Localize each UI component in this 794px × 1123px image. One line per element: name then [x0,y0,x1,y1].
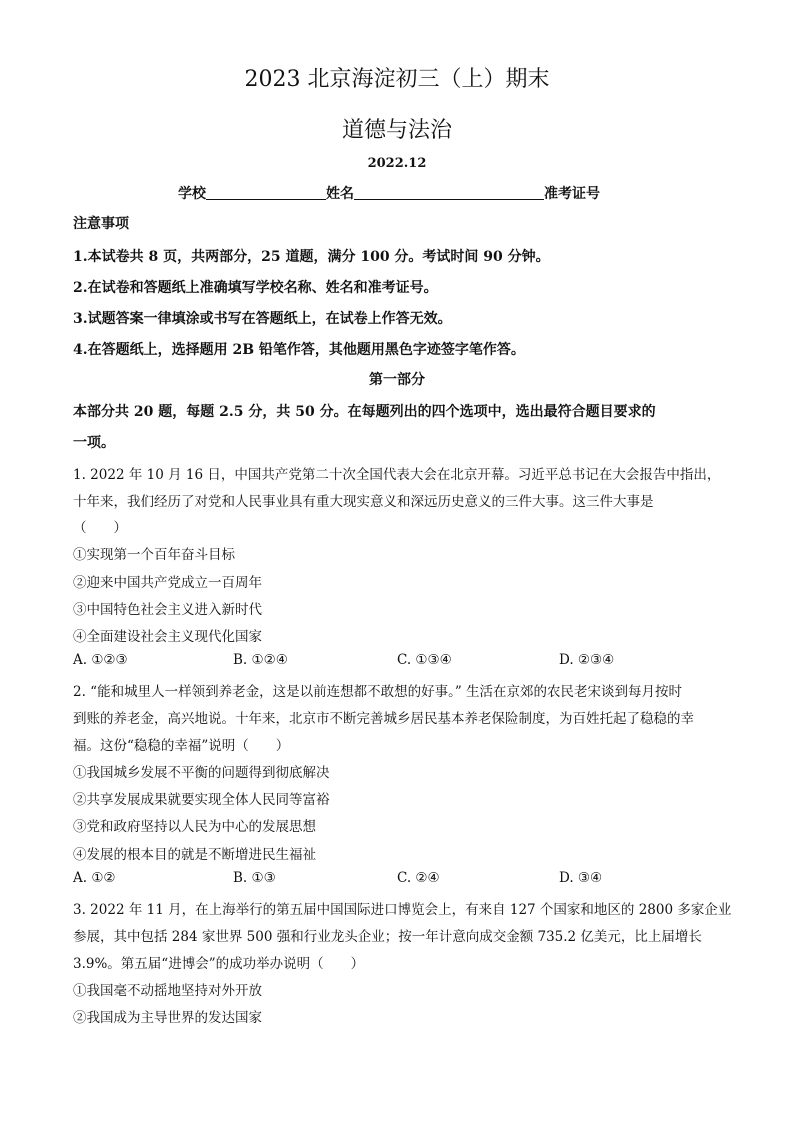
name-blank[interactable] [354,185,544,200]
name-label: 姓名 [326,186,354,202]
exam-date: 2022.12 [367,156,427,171]
notice-item: 4.在答题纸上，选择题用 2B 铅笔作答，其他题用黑色字迹签字笔作答。 [73,342,525,358]
question-3-statement: ②我国成为主导世界的发达国家 [73,1010,262,1026]
subject-title: 道德与法治 [341,118,452,143]
question-1-option-b[interactable]: B. ①②④ [233,652,288,668]
question-1-option-c[interactable]: C. ①③④ [397,652,452,668]
school-label: 学校 [178,186,206,202]
question-2-option-a[interactable]: A. ①② [73,870,116,886]
question-2-option-c[interactable]: C. ②④ [397,870,440,886]
student-info-fields [178,183,600,203]
question-3-text: 参展，其中包括 284 家世界 500 强和行业龙头企业；按一年计意向成交金额 735.2 亿美元，比上届增长 [73,929,702,945]
question-1-statement: ③中国特色社会主义进入新时代 [73,602,262,618]
question-3-text: 3. 2022 年 11 月，在上海举行的第五届中国国际进口博览会上，有来自 127 个国家和地区的 2800 多家企业 [73,902,732,918]
question-1-statement: ④全面建设社会主义现代化国家 [73,629,262,645]
question-2-text: 2. “能和城里人一样领到养老金，这是以前连想都不敢想的好事。” 生活在京郊的农民老宋谈到每月按时 [73,684,683,700]
question-3-text: 3.9%。第五届“进博会”的成功举办说明（ ） [73,956,365,972]
ticket-number-label: 准考证号 [544,186,600,202]
question-2-statement: ①我国城乡发展不平衡的问题得到彻底解决 [73,765,330,781]
notice-item: 1.本试卷共 8 页，共两部分，25 道题，满分 100 分。考试时间 90 分钟。 [73,249,550,265]
notice-item: 3.试题答案一律填涂或书写在答题纸上，在试卷上作答无效。 [73,311,452,327]
question-1-option-a[interactable]: A. ①②③ [73,652,128,668]
question-2-text: 到账的养老金，高兴地说。十年来，北京市不断完善城乡居民基本养老保险制度，为百姓托起了稳稳的幸 [73,711,694,727]
question-1-text: 十年来，我们经历了对党和人民事业具有重大现实意义和深远历史意义的三件大事。这三件大事是 [73,494,654,510]
question-2-option-d[interactable]: D. ③④ [559,870,603,886]
notice-heading: 注意事项 [73,216,129,232]
part1-instruction-cont: 一项。 [73,435,115,451]
question-2-statement: ③党和政府坚持以人民为中心的发展思想 [73,819,316,835]
question-1-statement: ②迎来中国共产党成立一百周年 [73,575,262,591]
question-2-statement: ②共享发展成果就要实现全体人民同等富裕 [73,792,330,808]
school-blank[interactable] [206,185,326,200]
question-1-option-d[interactable]: D. ②③④ [559,652,615,668]
question-1-statement: ①实现第一个百年奋斗目标 [73,547,235,563]
question-2-option-b[interactable]: B. ①③ [233,870,276,886]
notice-item: 2.在试卷和答题纸上准确填写学校名称、姓名和准考证号。 [73,280,438,296]
question-1-text: 1. 2022 年 10 月 16 日，中国共产党第二十次全国代表大会在北京开幕。习近平总书记在大会报告中指出， [73,467,721,483]
question-2-statement: ④发展的根本目的就是不断增进民生福祉 [73,847,316,863]
part1-instruction: 本部分共 20 题，每题 2.5 分，共 50 分。在每题列出的四个选项中，选出最符合题目要求的 [73,404,656,420]
exam-title: 2023 北京海淀初三（上）期末 [244,67,550,92]
question-1-text: （ ） [73,520,127,536]
question-2-text: 福。这份“稳稳的幸福”说明（ ） [73,738,290,754]
part1-heading: 第一部分 [369,372,425,388]
question-3-statement: ①我国毫不动摇地坚持对外开放 [73,983,262,999]
